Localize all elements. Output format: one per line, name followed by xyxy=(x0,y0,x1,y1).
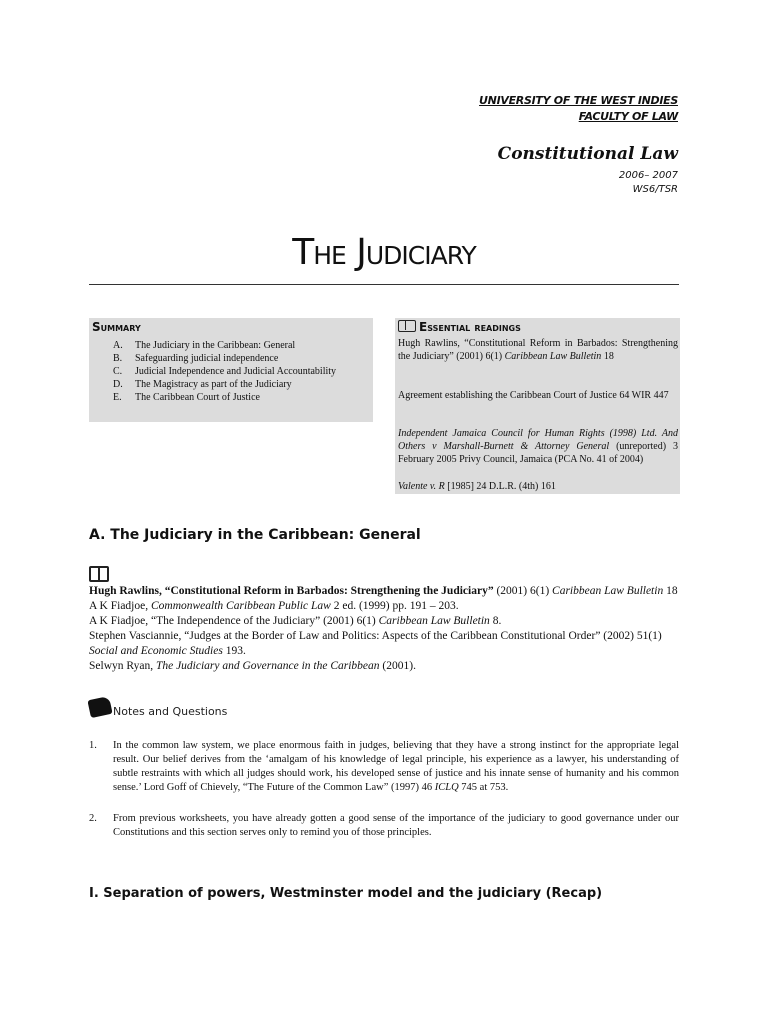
summary-item-letter: B. xyxy=(113,353,123,364)
reference-item xyxy=(89,659,689,674)
essential-readings-heading xyxy=(398,320,521,334)
university-name: UNIVERSITY OF THE WEST INDIES xyxy=(479,94,678,107)
summary-item-text: Safeguarding judicial independence xyxy=(135,353,279,364)
essential-reading-item xyxy=(398,389,678,402)
reading-italic: Valente v. R xyxy=(398,481,445,492)
reading-text: Hugh Rawlins, “Constitutional Reform in Barbados: Strengthening the Judiciary” (2001) 6(1) xyxy=(398,338,678,362)
summary-list xyxy=(113,339,336,404)
reference-text: A K Fiadjoe, xyxy=(89,600,151,612)
reference-item xyxy=(89,584,689,599)
reference-italic: Caribbean Law Bulletin xyxy=(378,615,490,627)
summary-item-text: Judicial Independence and Judicial Accountability xyxy=(135,366,337,377)
summary-item xyxy=(113,378,336,391)
worksheet-code: WS6/TSR xyxy=(632,184,678,195)
academic-year: 2006– 2007 xyxy=(618,170,678,181)
pen-icon xyxy=(87,696,112,718)
question-italic: ICLQ xyxy=(434,782,459,793)
reference-italic: Caribbean Law Bulletin xyxy=(552,585,664,597)
reference-item xyxy=(89,614,689,629)
reference-text: 18 xyxy=(663,585,678,597)
question-plain: In the common law system, we place enormous faith in judges, believing that they have a strong instinct for the appropriate legal result. Our belief derives from the ‘amalgam of his knowledge of legal principle, his experience as a lawyer, his understanding of subtle restraints with which all judges should work, his developed sense of justice and his innate sense of humanity and his common sense.’ Lord Goff of Chievely, “The Future of the Common Law” (1997) 46 xyxy=(113,740,679,793)
reference-text: 2 ed. (1999) pp. 191 – 203. xyxy=(330,600,459,612)
reference-text: 8. xyxy=(489,615,502,627)
summary-item-text: The Caribbean Court of Justice xyxy=(135,392,260,403)
summary-item-text: The Judiciary in the Caribbean: General xyxy=(135,340,296,351)
reference-item xyxy=(89,629,689,659)
summary-item-letter: E. xyxy=(113,392,122,403)
reference-bold: Hugh Rawlins, “Constitutional Reform in Barbados: Strengthening the Judiciary” xyxy=(89,585,494,597)
summary-item-letter: C. xyxy=(113,366,123,377)
reading-text: [1985] 24 D.L.R. (4th) 161 xyxy=(444,481,556,492)
reference-text: (2001). xyxy=(379,660,416,672)
essential-readings-title: Essential readings xyxy=(419,320,521,334)
reference-item xyxy=(89,599,689,614)
summary-item xyxy=(113,391,336,404)
section-i-heading: I. Separation of powers, Westminster model and the judiciary (Recap) xyxy=(89,886,603,901)
question-item xyxy=(89,739,679,795)
reference-text: 193. xyxy=(222,645,246,657)
section-a-heading: A. The Judiciary in the Caribbean: General xyxy=(89,527,421,543)
notes-and-questions-label: Notes and Questions xyxy=(113,705,228,718)
summary-item xyxy=(113,365,336,378)
reading-text: 18 xyxy=(601,351,614,362)
question-plain: From previous worksheets, you have already gotten a good sense of the importance of the judiciary to good governance under our Constitutions and this section serves only to remind you of those principles. xyxy=(113,813,679,838)
question-number: 2. xyxy=(89,813,97,824)
reference-italic: The Judiciary and Governance in the Caribbean xyxy=(155,660,380,672)
reference-text: (2001) 6(1) xyxy=(493,585,553,597)
summary-item-text: The Magistracy as part of the Judiciary xyxy=(135,379,292,390)
essential-reading-item xyxy=(398,337,678,363)
summary-item-letter: A. xyxy=(113,340,123,351)
course-title: Constitutional Law xyxy=(497,144,678,164)
faculty-name: FACULTY OF LAW xyxy=(578,110,678,123)
question-text xyxy=(113,812,679,840)
essential-reading-item xyxy=(398,427,678,466)
title-divider xyxy=(89,284,679,285)
reference-italic: Commonwealth Caribbean Public Law xyxy=(150,600,331,612)
reading-text: Agreement establishing the Caribbean Court of Justice 64 WIR 447 xyxy=(398,390,669,401)
question-number: 1. xyxy=(89,740,97,751)
reading-italic: Independent Jamaica Council for Human Rights (1998) Ltd. And Others v Marshall-Burnett & Attorney General xyxy=(398,428,678,452)
summary-item-letter: D. xyxy=(113,379,123,390)
page-title: The Judiciary xyxy=(292,232,476,273)
reading-italic: Caribbean Law Bulletin xyxy=(504,351,602,362)
question-item xyxy=(89,812,679,840)
question-plain: 745 at 753. xyxy=(458,782,509,793)
reference-text: A K Fiadjoe, “The Independence of the Judiciary” (2001) 6(1) xyxy=(89,615,379,627)
reading-text: (unreported) 3 February 2005 Privy Council, Jamaica (PCA No. 41 of 2004) xyxy=(398,441,678,465)
reference-text: Stephen Vasciannie, “Judges at the Border of Law and Politics: Aspects of the Caribbean Constitutional Order” (2002) 51(1) xyxy=(89,630,662,642)
question-text xyxy=(113,739,679,795)
summary-heading: Summary xyxy=(92,320,141,334)
essential-reading-item xyxy=(398,480,678,493)
summary-item xyxy=(113,352,336,365)
reference-italic: Social and Economic Studies xyxy=(89,645,223,657)
reference-text: Selwyn Ryan, xyxy=(89,660,156,672)
book-icon xyxy=(398,320,416,332)
book-icon xyxy=(89,566,109,582)
summary-item xyxy=(113,339,336,352)
